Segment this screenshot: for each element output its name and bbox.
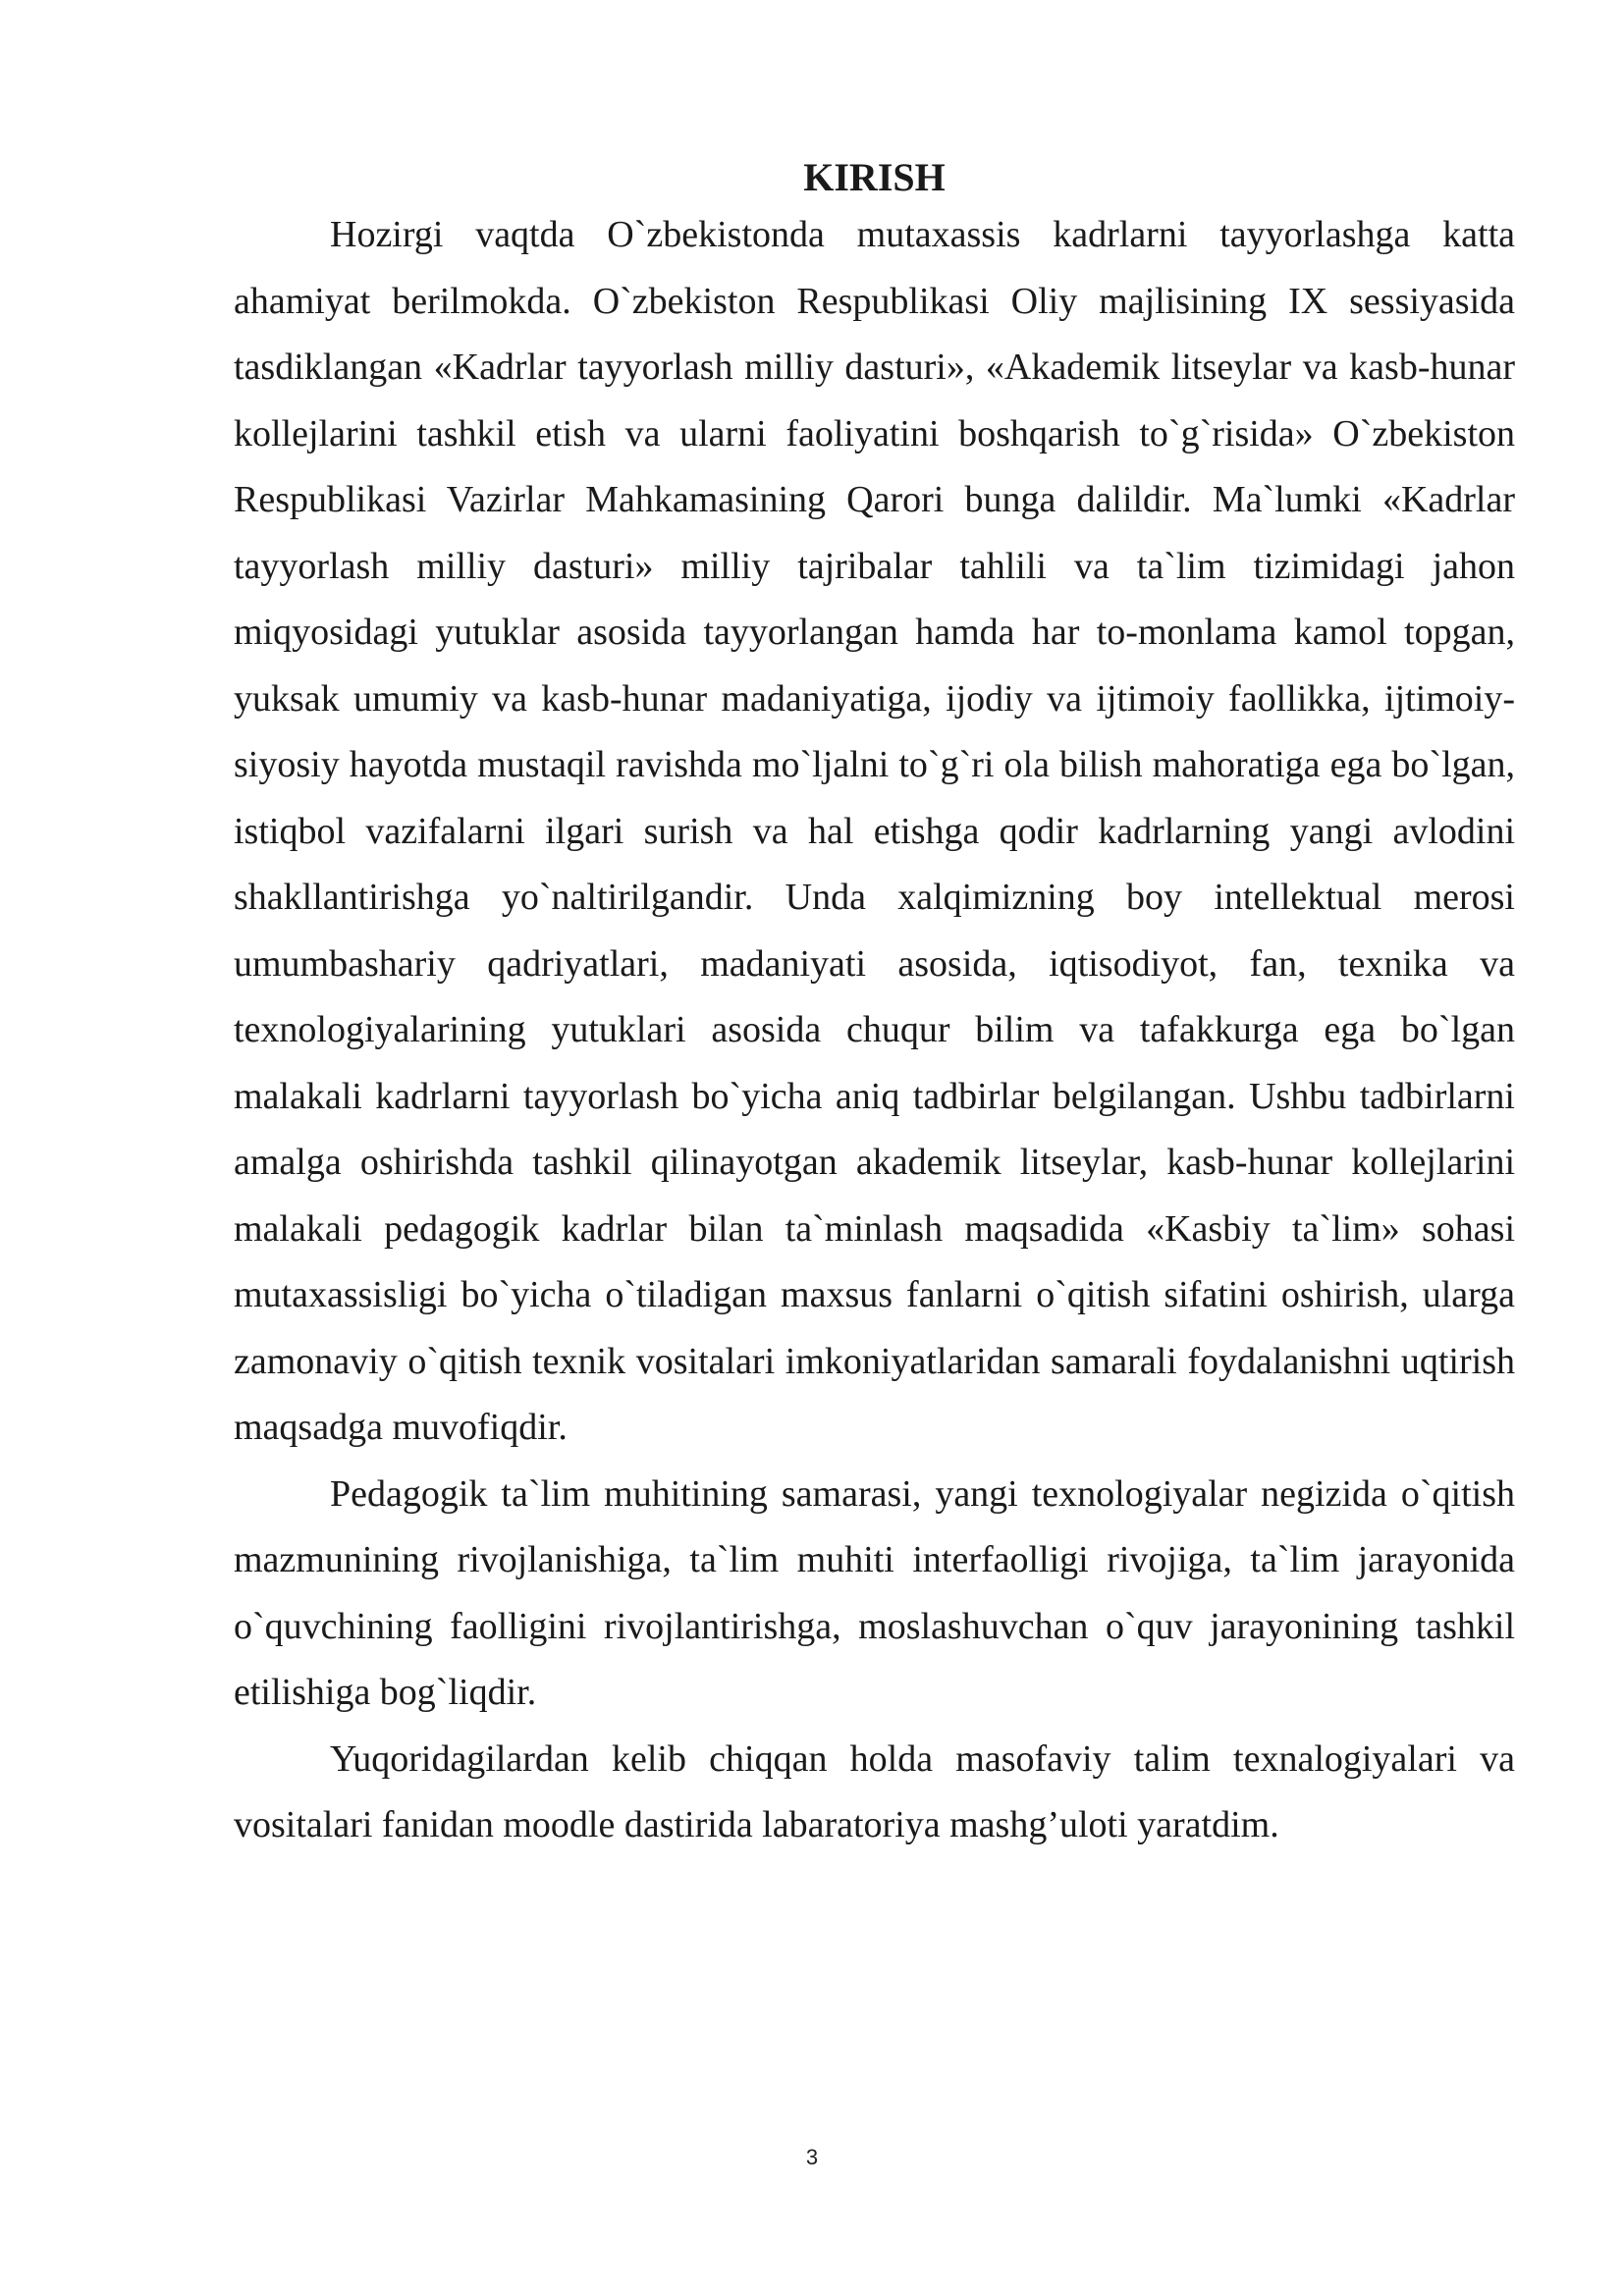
paragraph-3: Yuqoridagilardan kelib chiqqan holda masofaviy talim texnalogiyalari va vositalari fanidan moodle dastirida labaratoriya mashg’uloti yaratdim. bbox=[234, 1737, 1515, 1845]
paragraph-2: Pedagogik ta`lim muhitining samarasi, yangi texnologiyalar negizida o`qitish mazmunining rivojlanishiga, ta`lim muhiti interfaolligi rivojiga, ta`lim jarayonida o`quvchining faolligini rivojlantirishga, moslashuvchan o`quv jarayonining tashkil etilishiga bog`liqdir. bbox=[234, 1472, 1515, 1713]
page-number: 3 bbox=[805, 2145, 819, 2169]
paragraph-1: Hozirgi vaqtda O`zbekistonda mutaxassis kadrlarni tayyorlashga katta ahamiyat berilmokda. O`zbekiston Respublikasi Oliy majlisining IX sessiyasida tasdiklangan «Kadrlar tayyorlash milliy dasturi», «Akademik litseylar va kasb-hunar kollejlarini tashkil etish va ularni faoliyatini boshqarish to`g`risida» O`zbekiston Respublikasi Vazirlar Mahkamasining Qarori bunga dalildir. Ma`lumki «Kadrlar tayyorlash milliy dasturi» milliy tajribalar tahlili va ta`lim tizimidagi jahon miqyosidagi yutuklar asosida tayyorlangan hamda har to-monlama kamol topgan, yuksak umumiy va kasb-hunar madaniyatiga, ijodiy va ijtimoiy faollikka, ijtimoiy-siyosiy hayotda mustaqil ravishda mo`ljalni to`g`ri ola bilish mahoratiga ega bo`lgan, istiqbol vazifalarni ilgari surish va hal etishga qodir kadrlarning yangi avlodini shakllantirishga yo`naltirilgandir. Unda xalqimizning boy intellektual merosi umumbashariy qadriyatlari, madaniyati asosida, iqtisodiyot, fan, texnika va texnologiyalarining yutuklari asosida chuqur bilim va tafakkurga ega bo`lgan malakali kadrlarni tayyorlash bo`yicha aniq tadbirlar belgilangan. Ushbu tadbirlarni amalga oshirishda tashkil qilinayotgan akademik litseylar, kasb-hunar kollejlarini malakali pedagogik kadrlar bilan ta`minlash maqsadida «Kasbiy ta`lim» sohasi mutaxassisligi bo`yicha o`tiladigan maxsus fanlarni o`qitish sifatini oshirish, ularga zamonaviy o`qitish texnik vositalari imkoniyatlaridan samarali foydalanishni uqtirish maqsadga muvofiqdir. bbox=[234, 214, 1515, 1448]
section-heading: KIRISH bbox=[803, 155, 946, 199]
page-content bbox=[234, 153, 1515, 1859]
